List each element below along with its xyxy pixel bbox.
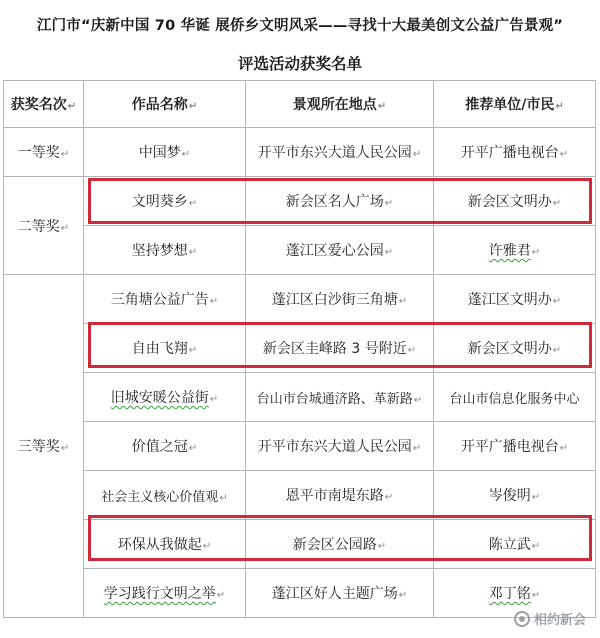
location-cell: 台山市台城通济路、革新路↵ bbox=[246, 373, 434, 422]
table-row bbox=[4, 471, 596, 520]
header-work: 作品名称↵ bbox=[84, 81, 246, 128]
header-rank: 获奖名次↵ bbox=[4, 81, 84, 128]
work-cell: 学习践行文明之举↵ bbox=[84, 569, 246, 618]
work-cell: 价值之冠↵ bbox=[84, 422, 246, 471]
unit-cell: 蓬江区文明办↵ bbox=[434, 275, 596, 324]
header-unit: 推荐单位/市民↵ bbox=[434, 81, 596, 128]
location-cell: 蓬江区爱心公园↵ bbox=[246, 226, 434, 275]
unit-cell: 陈立武↵ bbox=[434, 520, 596, 569]
awards-table bbox=[3, 80, 596, 618]
rank-cell: 一等奖↵ bbox=[4, 128, 84, 177]
location-cell: 蓬江区白沙街三角塘↵ bbox=[246, 275, 434, 324]
work-cell: 中国梦↵ bbox=[84, 128, 246, 177]
header-location: 景观所在地点↵ bbox=[246, 81, 434, 128]
table-row bbox=[4, 422, 596, 471]
rank-cell: 三等奖↵ bbox=[4, 275, 84, 618]
work-cell: 文明葵乡↵ bbox=[84, 177, 246, 226]
unit-cell: 开平广播电视台↵ bbox=[434, 128, 596, 177]
work-cell: 旧城安暖公益街↵ bbox=[84, 373, 246, 422]
unit-cell: 岑俊明↵ bbox=[434, 471, 596, 520]
unit-cell: 新会区文明办↵ bbox=[434, 324, 596, 373]
work-cell: 自由飞翔↵ bbox=[84, 324, 246, 373]
table-row bbox=[4, 373, 596, 422]
unit-cell: 新会区文明办↵ bbox=[434, 177, 596, 226]
unit-cell: 邓丁铭↵ bbox=[434, 569, 596, 618]
rank-cell: 二等奖↵ bbox=[4, 177, 84, 275]
work-cell: 三角塘公益广告↵ bbox=[84, 275, 246, 324]
work-cell: 坚持梦想↵ bbox=[84, 226, 246, 275]
location-cell: 开平市东兴大道人民公园↵ bbox=[246, 422, 434, 471]
table-row bbox=[4, 569, 596, 618]
location-cell: 新会区名人广场↵ bbox=[246, 177, 434, 226]
table-header-row bbox=[4, 81, 596, 128]
table-row bbox=[4, 275, 596, 324]
unit-cell: 许雅君↵ bbox=[434, 226, 596, 275]
table-row bbox=[4, 128, 596, 177]
location-cell: 新会区圭峰路 3 号附近↵ bbox=[246, 324, 434, 373]
table-row bbox=[4, 324, 596, 373]
document-title: 江门市“庆新中国 70 华诞 展侨乡文明风采——寻找十大最美创文公益广告景观” bbox=[36, 18, 564, 34]
location-cell: 恩平市南堤东路↵ bbox=[246, 471, 434, 520]
unit-cell: 开平广播电视台↵ bbox=[434, 422, 596, 471]
location-cell: 新会区公园路↵ bbox=[246, 520, 434, 569]
table-row bbox=[4, 226, 596, 275]
work-cell: 社会主义核心价值观↵ bbox=[84, 471, 246, 520]
location-cell: 开平市东兴大道人民公园↵ bbox=[246, 128, 434, 177]
document-subtitle: 评选活动获奖名单 bbox=[237, 55, 362, 73]
work-cell: 环保从我做起↵ bbox=[84, 520, 246, 569]
wechat-logo-icon bbox=[514, 611, 530, 627]
watermark bbox=[514, 609, 586, 628]
table-row bbox=[4, 520, 596, 569]
watermark-text: 相约新会 bbox=[533, 613, 586, 628]
table-row bbox=[4, 177, 596, 226]
unit-cell: 台山市信息化服务中心 bbox=[434, 373, 596, 422]
location-cell: 蓬江区好人主题广场↵ bbox=[246, 569, 434, 618]
